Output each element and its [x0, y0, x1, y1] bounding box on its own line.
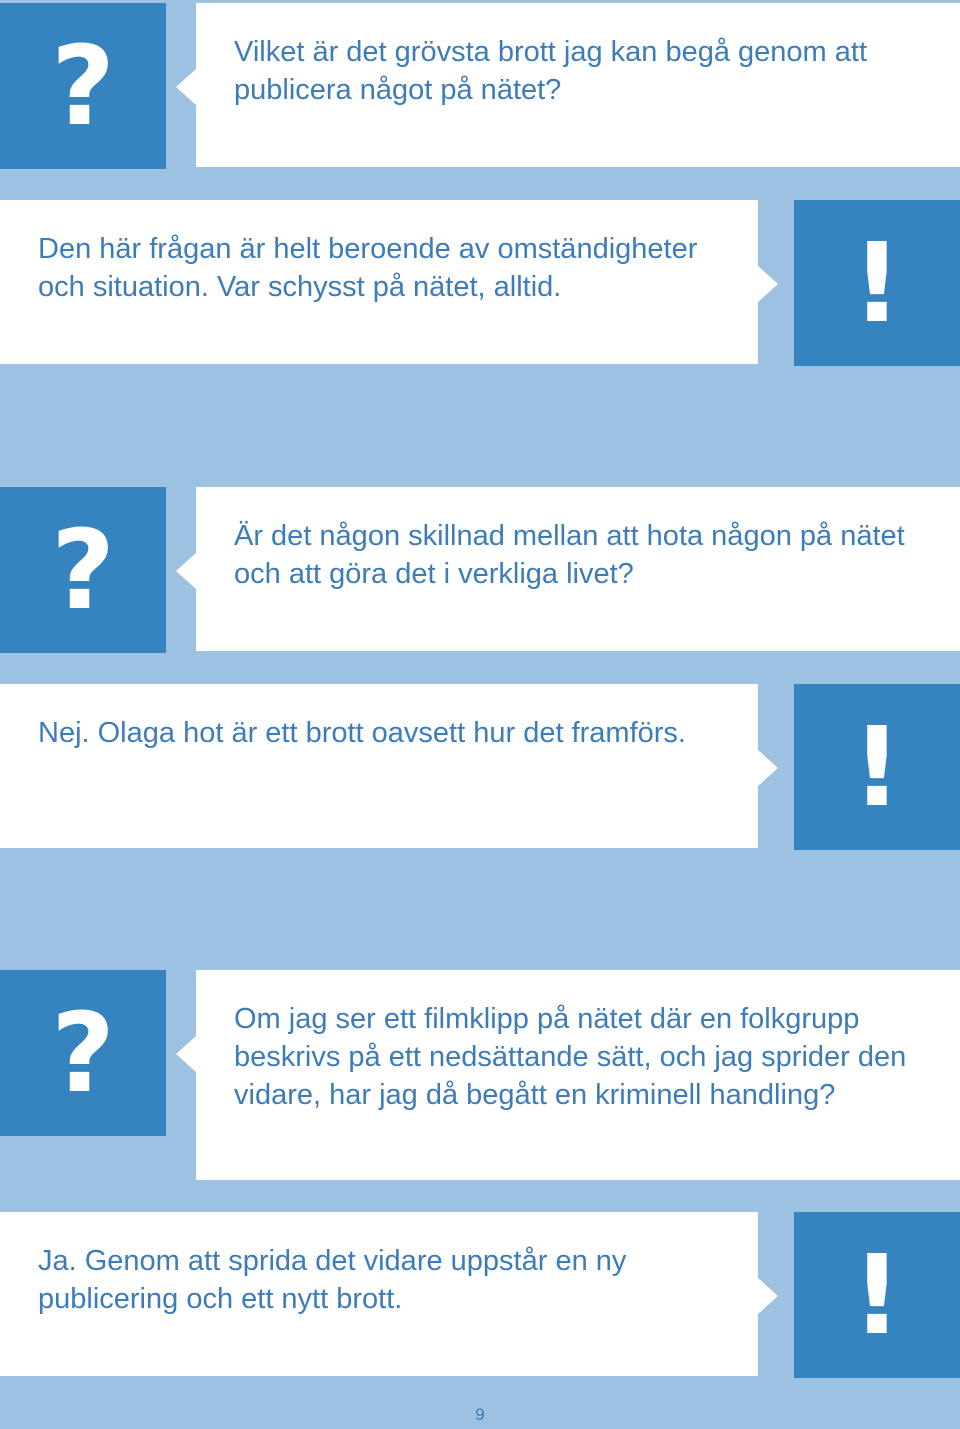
question-bubble	[196, 970, 960, 1180]
exclamation-mark-icon: !	[794, 684, 960, 850]
answer-text: Den här frågan är helt beroende av omständigheter och situation. Var schysst på nätet, alltid.	[38, 233, 698, 303]
answer-bubble	[0, 1212, 758, 1376]
exclamation-mark-icon: !	[794, 1212, 960, 1378]
question-mark-icon: ?	[0, 3, 166, 169]
exclamation-mark-icon: !	[794, 200, 960, 366]
question-text: Är det någon skillnad mellan att hota någon på nätet och att göra det i verkliga livet?	[234, 520, 905, 590]
page-number: 9	[475, 1405, 485, 1424]
question-bubble	[196, 487, 960, 651]
question-text: Om jag ser ett filmklipp på nätet där en folkgrupp beskrivs på ett nedsättande sätt, och jag sprider den vidare, har jag då begått en kriminell handling?	[234, 1003, 907, 1111]
answer-text: Nej. Olaga hot är ett brott oavsett hur det framförs.	[38, 717, 686, 749]
answer-bubble	[0, 684, 758, 848]
question-mark-icon: ?	[0, 970, 166, 1136]
question-bubble	[196, 3, 960, 167]
question-mark-icon: ?	[0, 487, 166, 653]
question-text: Vilket är det grövsta brott jag kan begå genom att publicera något på nätet?	[234, 36, 868, 106]
answer-bubble	[0, 200, 758, 364]
answer-text: Ja. Genom att sprida det vidare uppstår en ny publicering och ett nytt brott.	[38, 1245, 627, 1315]
